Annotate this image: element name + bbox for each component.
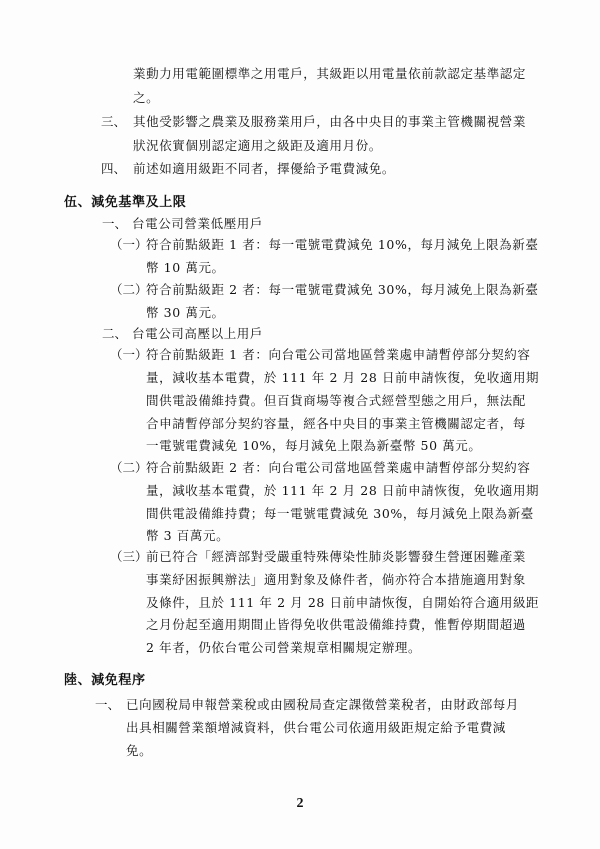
paragraph-line: 幣 30 萬元。	[146, 305, 225, 320]
paragraph-line: 及條件，且於 111 年 2 月 28 日前申請恢復，自開始符合適用級距	[146, 595, 540, 610]
paragraph-line: 狀況依實個別認定適用之級距及適用月份。	[133, 138, 382, 153]
item-marker: （一）	[110, 347, 148, 362]
item-marker: 四、	[101, 161, 127, 176]
paragraph-line: 之月份起至適用期間止皆得免收供電設備維持費，惟暫停期間超過	[146, 617, 526, 632]
item-marker: 一、	[102, 216, 128, 231]
item-marker: 三、	[101, 114, 127, 129]
paragraph-line: 幣 10 萬元。	[146, 260, 225, 275]
subsection-title: 台電公司高壓以上用戶	[132, 326, 264, 341]
paragraph-line: 幣 3 百萬元。	[146, 528, 230, 543]
section-heading: 伍、減免基準及上限	[64, 195, 187, 210]
section-heading: 陸、減免程序	[64, 673, 146, 688]
paragraph-line: 已向國稅局申報營業稅或由國稅局查定課徵營業稅者，由財政部每月	[126, 697, 520, 712]
item-marker: （一）	[110, 237, 148, 252]
paragraph-line: 符合前點級距 1 者：每一電號電費減免 10%，每月減免上限為新臺	[146, 237, 539, 252]
paragraph-line: 符合前點級距 2 者：向台電公司當地區營業處申請暫停部分契約容	[146, 460, 531, 475]
paragraph-line: 間供電設備維持費。但百貨商場等複合式經營型態之用戶，無法配	[146, 393, 526, 408]
paragraph-line: 合申請暫停部分契約容量，經各中央目的事業主管機關認定者，每	[146, 416, 526, 431]
paragraph-line: 2 年者，仍依台電公司營業規章相關規定辦理。	[146, 640, 422, 655]
paragraph-line: 量，減收基本電費，於 111 年 2 月 28 日前申請恢復，免收適用期	[146, 483, 540, 498]
paragraph-line: 其他受影響之農業及服務業用戶，由各中央目的事業主管機關視營業	[133, 114, 527, 129]
paragraph-line: 間供電設備維持費；每一電號電費減免 30%，每月減免上限為新臺	[146, 506, 534, 521]
item-marker: （二）	[110, 282, 148, 297]
paragraph-line: 前述如適用級距不同者，擇優給予電費減免。	[133, 161, 396, 176]
paragraph-line: 出具相關營業額增減資料，供台電公司依適用級距規定給予電費減	[126, 720, 506, 735]
paragraph-line: 事業紓困振興辦法」適用對象及條件者，倘亦符合本措施適用對象	[146, 572, 526, 587]
paragraph-line: 量，減收基本電費，於 111 年 2 月 28 日前申請恢復，免收適用期	[146, 370, 540, 385]
paragraph-line: 業動力用電範圍標準之用電戶，其級距以用電量依前款認定基準認定	[133, 66, 527, 81]
paragraph-line: 之。	[133, 90, 160, 105]
item-marker: （二）	[110, 460, 148, 475]
subsection-title: 台電公司營業低壓用戶	[132, 216, 264, 231]
paragraph-line: 前已符合「經濟部對受嚴重特殊傳染性肺炎影響發生營運困難產業	[146, 549, 526, 564]
paragraph-line: 符合前點級距 2 者：每一電號電費減免 30%，每月減免上限為新臺	[146, 282, 539, 297]
paragraph-line: 一電號電費減免 10%，每月減免上限為新臺幣 50 萬元。	[146, 438, 482, 453]
page-number: 2	[296, 796, 304, 811]
paragraph-line: 符合前點級距 1 者：向台電公司當地區營業處申請暫停部分契約容	[146, 347, 531, 362]
item-marker: 一、	[95, 697, 121, 712]
paragraph-line: 免。	[126, 743, 153, 758]
item-marker: 二、	[102, 326, 128, 341]
item-marker: （三）	[110, 549, 148, 564]
